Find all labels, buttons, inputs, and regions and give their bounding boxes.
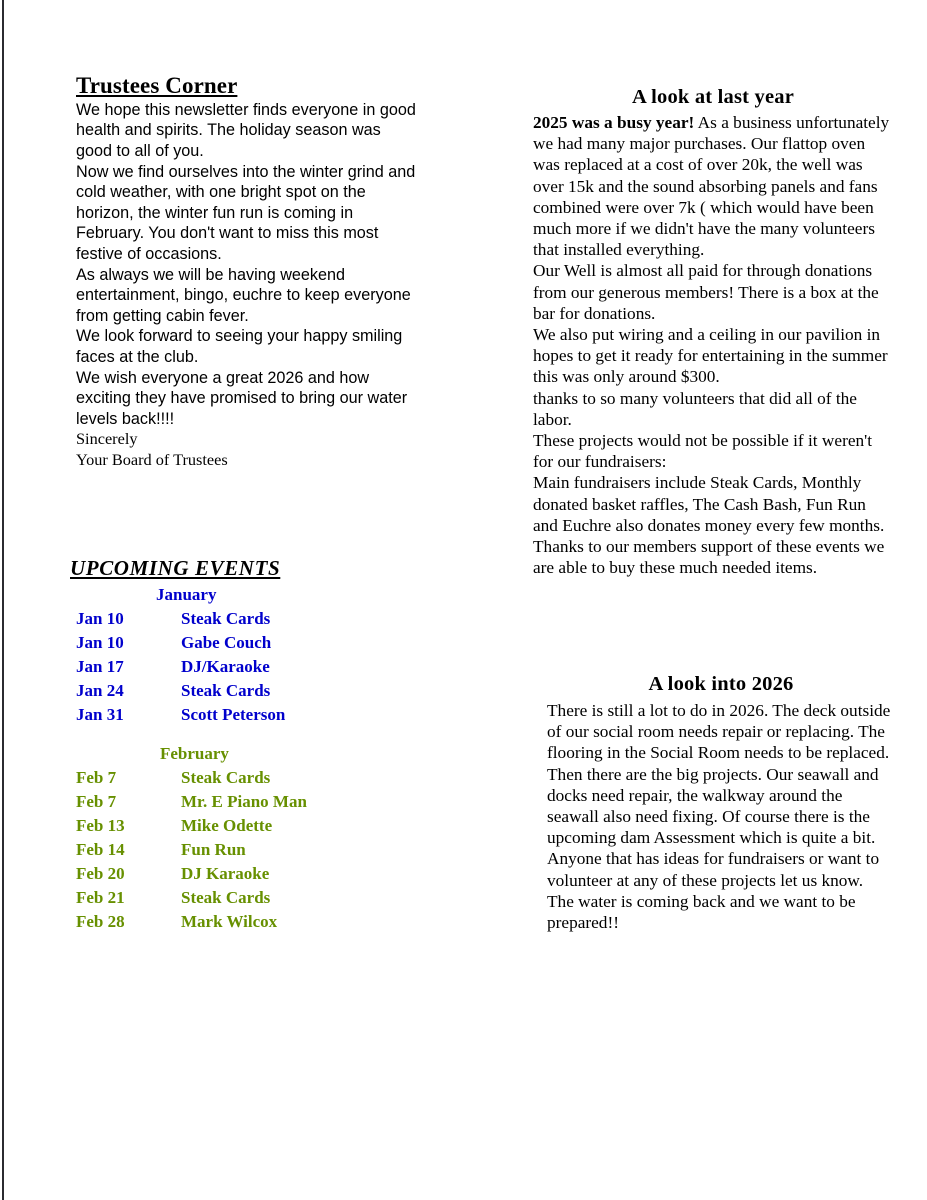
event-row[interactable] (70, 912, 430, 936)
last-year-paragraph: These projects would not be possible if it weren't for our fundraisers: (533, 431, 873, 472)
event-date: Feb 28 (76, 912, 125, 931)
month-label-february: February (160, 744, 229, 763)
event-date: Jan 17 (76, 657, 124, 676)
event-row[interactable] (70, 816, 430, 840)
last-year-title: A look at last year (631, 86, 795, 108)
event-name: Mike Odette (181, 816, 273, 835)
next-year-title: A look into 2026 (648, 673, 794, 695)
last-year-lead-paragraph (533, 112, 893, 260)
next-year-paragraph: There is still a lot to do in 2026. The deck outside of our social room needs repair or replacing. The flooring in the Social Room needs to be replaced. (547, 701, 891, 763)
event-row[interactable] (70, 792, 430, 816)
event-row[interactable] (70, 705, 430, 729)
upcoming-events-heading: UPCOMING EVENTS (70, 556, 281, 580)
last-year-paragraph: Our Well is almost all paid for through donations from our generous members! There is a box at the bar for donations. (533, 261, 879, 323)
next-year-paragraph: Anyone that has ideas for fundraisers or want to volunteer at any of these projects let us know. (547, 849, 880, 890)
event-date: Feb 7 (76, 792, 117, 811)
event-name: Steak Cards (181, 888, 271, 907)
lead-rest-text: As a business unfortunately we had many major purchases. Our flattop oven was replaced at a cost of over 20k, the well was over 15k and the sound absorbing panels and fans combined were over 7k ( which would have been much more if we didn't have the many volunteers that installed everything. (533, 113, 890, 260)
event-date: Jan 24 (76, 681, 124, 700)
trustees-corner-body (76, 100, 416, 430)
event-date: Feb 21 (76, 888, 125, 907)
signoff-text: Sincerely (76, 429, 138, 449)
trustees-paragraph: We wish everyone a great 2026 and how exciting they have promised to bring our water levels back!!!! (76, 368, 408, 428)
event-row[interactable] (70, 888, 430, 912)
last-year-body (533, 112, 893, 578)
trustees-signature-block (76, 429, 416, 470)
event-row[interactable] (70, 633, 430, 657)
event-name: DJ/Karaoke (181, 657, 270, 676)
signature-text: Your Board of Trustees (76, 449, 228, 469)
trustees-paragraph: We hope this newsletter finds everyone in good health and spirits. The holiday season was good to all of you. (76, 100, 416, 161)
month-label-january: January (156, 585, 217, 604)
event-row[interactable] (70, 840, 430, 864)
trustees-paragraph: As always we will be having weekend entertainment, bingo, euchre to keep everyone from getting cabin fever. (76, 265, 411, 325)
event-name: Mark Wilcox (181, 912, 278, 931)
last-year-paragraph: We also put wiring and a ceiling in our pavilion in hopes to get it ready for entertaining in the summer this was only around $300. (533, 325, 888, 387)
event-date: Feb 13 (76, 816, 125, 835)
scan-edge-artifact (2, 0, 4, 1200)
event-row[interactable] (70, 681, 430, 705)
lead-bold-text: 2025 was a busy year! (533, 113, 695, 132)
events-month-group-january (70, 585, 430, 729)
trustees-paragraph: We look forward to seeing your happy smiling faces at the club. (76, 327, 403, 366)
event-name: DJ Karaoke (181, 864, 270, 883)
event-date: Jan 10 (76, 609, 124, 628)
event-name: Gabe Couch (181, 633, 272, 652)
event-date: Feb 20 (76, 864, 125, 883)
next-year-paragraph: Then there are the big projects. Our seawall and docks need repair, the walkway around the seawall also need fixing. Of course there is the upcoming dam Assessment which is quite a bit. (547, 764, 879, 848)
events-month-group-february (70, 744, 430, 936)
event-name: Scott Peterson (181, 705, 286, 724)
event-name: Steak Cards (181, 768, 271, 787)
left-column (76, 74, 416, 471)
event-date: Feb 14 (76, 840, 125, 859)
event-name: Fun Run (181, 840, 246, 859)
right-column-last-year (533, 86, 893, 578)
trustees-paragraph: Now we find ourselves into the winter grind and cold weather, with one bright spot on the horizon, the winter fun run is coming in February. You don't want to miss this most festive of occasions. (76, 162, 416, 263)
right-column-next-year (547, 673, 895, 933)
next-year-paragraph: The water is coming back and we want to be prepared!! (547, 891, 856, 933)
event-row[interactable] (70, 768, 430, 792)
event-date: Feb 7 (76, 768, 117, 787)
event-date: Jan 31 (76, 705, 124, 724)
event-row[interactable] (70, 657, 430, 681)
event-name: Steak Cards (181, 681, 271, 700)
upcoming-events-section (70, 556, 430, 936)
event-date: Jan 10 (76, 633, 124, 652)
event-row[interactable] (70, 609, 430, 633)
event-row[interactable] (70, 864, 430, 888)
event-name: Steak Cards (181, 609, 271, 628)
trustees-corner-title: Trustees Corner (76, 73, 238, 98)
event-name: Mr. E Piano Man (181, 792, 307, 811)
next-year-body (547, 700, 895, 933)
last-year-paragraph: thanks to so many volunteers that did all of the labor. (533, 388, 857, 429)
last-year-paragraph: Main fundraisers include Steak Cards, Monthly donated basket raffles, The Cash Bash, Fun Run and Euchre also donates money every few months. Thanks to our members support of these events we are able to buy these much needed items. (533, 473, 885, 578)
